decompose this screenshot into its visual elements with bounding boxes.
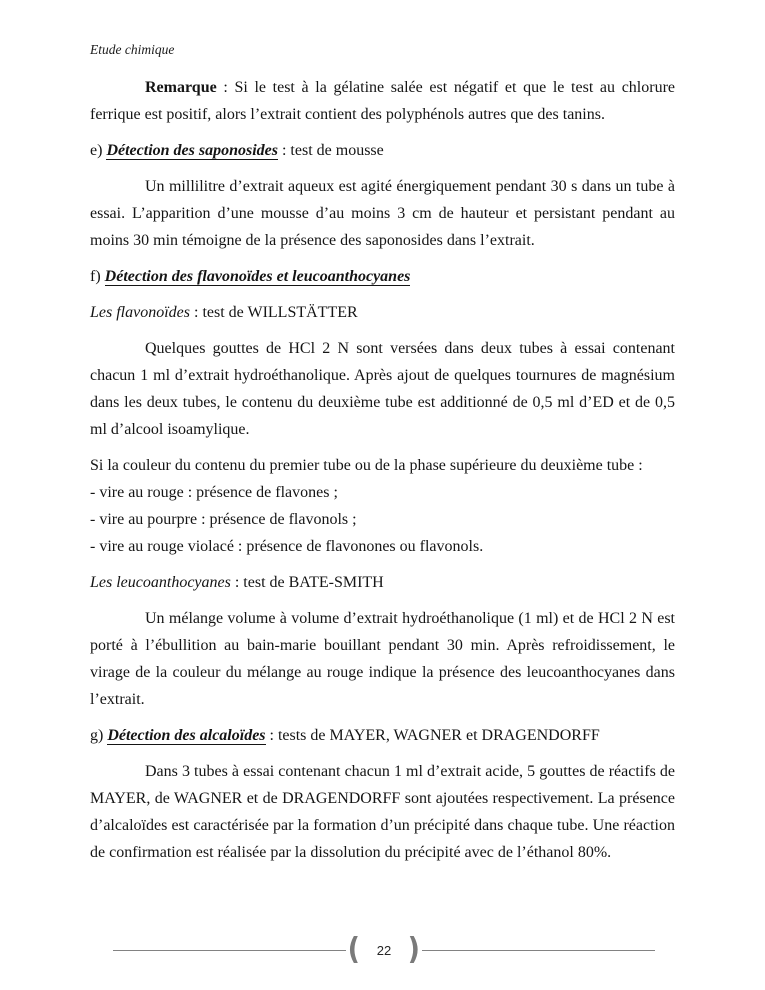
- leucoanthocyanes-label: Les leucoanthocyanes: [90, 574, 231, 591]
- flavonoides-label: Les flavonoïdes: [90, 304, 190, 321]
- running-header: Etude chimique: [90, 42, 175, 57]
- paragraph-willstatter: Quelques gouttes de HCl 2 N sont versées dans deux tubes à essai contenant chacun 1 ml d’extrait hydroéthanolique. Après ajout de quelques tournures de magnésium dans les deux tubes, le contenu du deuxième tube est additionné de 0,5 ml d’ED et de 0,5 ml d’alcool isoamylique.: [90, 340, 675, 438]
- heading-prefix: e): [90, 142, 107, 159]
- leucoanthocyanes-test-text: : test de BATE-SMITH: [230, 574, 384, 591]
- page-footer: [113, 933, 655, 967]
- condition-item-flavones: - vire au rouge : présence de flavones ;: [90, 484, 338, 501]
- flavonoides-test-text: : test de WILLSTÄTTER: [190, 304, 358, 321]
- heading-title-flavonoides: Détection des flavonoïdes et leucoanthocyanes: [104, 268, 411, 285]
- line-flavonoides-test: [90, 299, 675, 326]
- footer-rule-right: [422, 950, 655, 951]
- paragraph-batesmith: Un mélange volume à volume d’extrait hydroéthanolique (1 ml) et de HCl 2 N est porté à l’ébullition au bain-marie bouillant pendant 30 min. Après refroidissement, le virage de la couleur du mélange au rouge indique la présence des leucoanthocyanes dans l’extrait.: [90, 610, 675, 708]
- condition-item-flavonones: - vire au rouge violacé : présence de flavonones ou flavonols.: [90, 538, 484, 555]
- heading-title-alcaloides: Détection des alcaloïdes: [107, 727, 266, 744]
- heading-suffix: : tests de MAYER, WAGNER et DRAGENDORFF: [265, 727, 600, 744]
- paragraph-alcaloides: Dans 3 tubes à essai contenant chacun 1 ml d’extrait acide, 5 gouttes de réactifs de MAYER, de WAGNER et de DRAGENDORFF sont ajoutées respectivement. La présence d’alcaloïdes est caractérisée par la formation d’un précipité dans chaque tube. Une réaction de confirmation est réalisée par la dissolution du précipité avec de l’éthanol 80%.: [90, 763, 675, 861]
- remarque-label: Remarque: [145, 79, 217, 96]
- heading-flavonoides: [90, 263, 675, 290]
- paragraph-remarque: [90, 74, 675, 128]
- page-number: 22: [376, 942, 392, 958]
- remarque-text: : Si le test à la gélatine salée est négatif et que le test au chlorure ferrique est positif, alors l’extrait contient des polyphénols autres que des tanins.: [90, 79, 675, 123]
- line-conditions-intro: Si la couleur du contenu du premier tube ou de la phase supérieure du deuxième tube :: [90, 457, 643, 474]
- footer-rule-left: [113, 950, 346, 951]
- condition-item-flavonols: - vire au pourpre : présence de flavonols ;: [90, 511, 357, 528]
- page-content: [90, 74, 675, 875]
- line-leucoanthocyanes-test: [90, 569, 675, 596]
- left-bracket-decoration: (: [347, 932, 361, 967]
- right-bracket-decoration: ): [407, 932, 421, 967]
- paragraph-saponosides: Un millilitre d’extrait aqueux est agité énergiquement pendant 30 s dans un tube à essai. L’apparition d’une mousse d’au moins 3 cm de hauteur et persistant pendant au moins 30 min témoigne de la présence des saponosides dans l’extrait.: [90, 178, 675, 249]
- heading-prefix: g): [90, 727, 108, 744]
- heading-prefix: f): [90, 268, 105, 285]
- heading-title-saponosides: Détection des saponosides: [106, 142, 278, 159]
- heading-alcaloides: [90, 722, 675, 749]
- heading-suffix: : test de mousse: [277, 142, 384, 159]
- heading-saponosides: [90, 137, 675, 164]
